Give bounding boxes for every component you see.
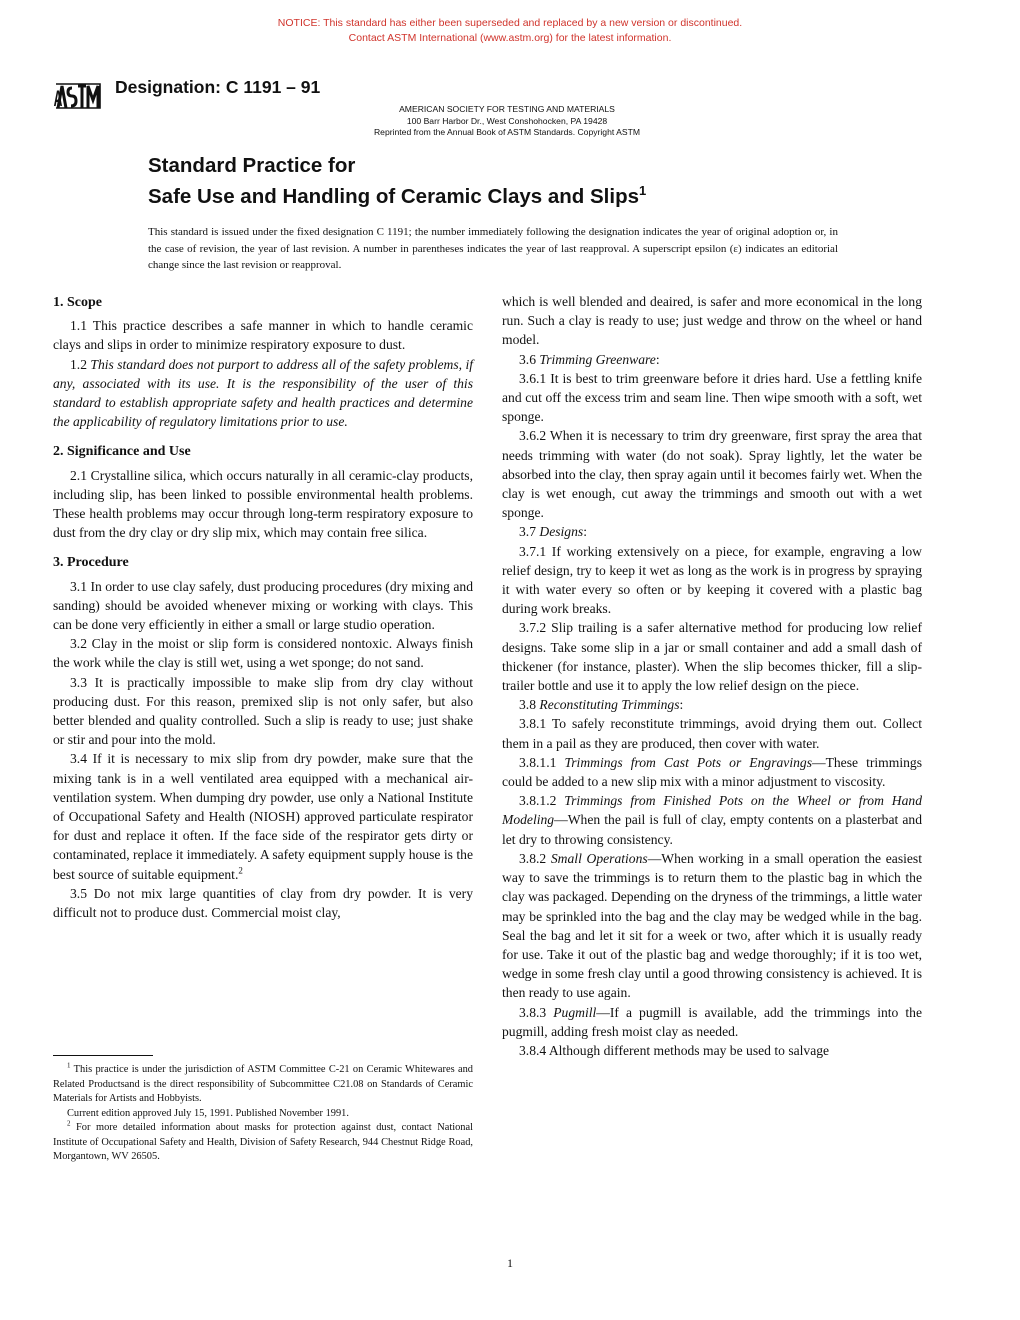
left-column: [53, 292, 473, 922]
para-3-8-1-2: [502, 791, 922, 849]
section-3-6-num: 3.6: [519, 351, 540, 367]
para-3-8-1-1-num: 3.8.1.1: [519, 754, 565, 770]
para-3-3: 3.3 It is practically impossible to make slip from dry clay without producing dust. For this reason, premixed slip is not only safer, but also better blended and quality controlled. Such a slip is ready to use; just shake or stir and pour into the mold.: [53, 674, 473, 748]
svg-text:A: A: [53, 86, 63, 111]
para-3-8-2-title: Small Operations: [550, 850, 648, 866]
para-3-8-1-1-text: —These trimmings could be added to a new slip mix with a minor adjustment to viscosity.: [502, 754, 922, 790]
para-1-2-text: This standard does not purport to address all of the safety problems, if any, associated with its use. It is the responsibility of the user of this standard to establish appropriate safety and health practices and determine the applicability of regulatory limitations prior to use.: [53, 356, 474, 430]
title-main: Safe Use and Handling of Ceramic Clays and Slips: [148, 184, 639, 208]
footnote-divider: [53, 1055, 153, 1056]
heading-significance: 2. Significance and Use: [53, 444, 191, 460]
footnote-2: [53, 1121, 473, 1165]
footnote-1-edition: Current edition approved July 15, 1991. Published November 1991.: [67, 1107, 349, 1119]
section-3-8-num: 3.8: [519, 697, 540, 713]
footnote-1: [53, 1063, 473, 1107]
para-1-1: 1.1 This practice describes a safe manner in which to handle ceramic clays and slips in order to minimize respiratory exposure to dust.: [53, 318, 473, 353]
section-3-7-colon: :: [583, 524, 587, 540]
para-3-8-1-2-title: Trimmings from Finished Pots on the Wheel or from Hand Modeling: [502, 793, 923, 828]
para-3-8-1-2-text: —When the pail is full of clay, empty contents on a plasterbat and let dry to throwing consistency.: [502, 812, 922, 847]
para-3-7-1: 3.7.1 If working extensively on a piece, for example, engraving a low relief design, try to keep it wet as long as the work is in progress by spraying it with water every so often or by keeping it covered with a plastic bag during work breaks.: [502, 543, 922, 617]
para-3-8-2-text: —When working in a small operation the easiest way to save the trimmings is to return them to the plastic bag in which the clay was packaged. Depending on the dryness of the trimmings, a little water may be sprinkled into the bag and the clay may be wedged while in the bag. Seal the bag and let it sit for a week or two, after which it is usually ready for use. Take it out of the plastic bag and wedge thoroughly; if it is too wet, wedge in some fresh clay until a good throwing consistency is achieved. It is then ready to use again.: [502, 850, 922, 1001]
section-3-8-colon: :: [679, 697, 684, 713]
supersession-notice: [0, 16, 1020, 46]
footnotes: [53, 1063, 473, 1165]
para-3-6-1: 3.6.1 It is best to trim greenware before it dries hard. Use a fettling knife and cut off the excess trim and seam line. Then wipe smooth with a soft, wet sponge.: [502, 370, 922, 425]
para-3-8-2-num: 3.8.2: [519, 850, 551, 866]
section-3-8-title: Reconstituting Trimmings: [539, 697, 680, 713]
designation: Designation: C 1191 – 91: [115, 77, 321, 97]
society-name: AMERICAN SOCIETY FOR TESTING AND MATERIALS: [399, 104, 615, 114]
para-1-2: [53, 355, 473, 432]
para-3-4-text: 3.4 If it is necessary to mix slip from dry powder, make sure that the mixing tank is in a well ventilated area equipped with a mechanical air-ventilation system. When dumping dry powder, use only a National Institute of Occupational Safety and Health (NIOSH) approved particulate respirator for dust and replace it often. If the face side of the respirator gets dirty or contaminated, replace it immediately. A safety equipment supply house is the best source of suitable equipment.: [53, 751, 473, 882]
para-2-1: 2.1 Crystalline silica, which occurs naturally in all ceramic-clay products, including slip, has been linked to possible environmental health problems. These health problems may occur through long-term respiratory exposure to dust from the dry clay or dry slip mix, which may contain free silica.: [53, 467, 473, 541]
footnote-2-text: For more detailed information about masks for protection against dust, contact National Institute of Occupational Safety and Health, Division of Safety Research, 944 Chestnut Ridge Road, Morgantown, WV 26505.: [53, 1122, 473, 1162]
footnote-1-text: This practice is under the jurisdiction of ASTM Committee C-21 on Ceramic Whitewares and Related Productsand is the direct responsibility of Subcommittee C21.08 on Standards of Ceramic Materials for Artists and Hobbyists.: [53, 1064, 473, 1104]
issued-note: This standard is issued under the fixed designation C 1191; the number immediately following the designation indicates the year of original adoption or, in the case of revision, the year of last revision. A number in parentheses indicates the year of last reapproval. A superscript epsilon (ε) indicates an editorial change since the last revision or reapproval.: [148, 226, 838, 271]
section-3-7-num: 3.7: [519, 524, 540, 540]
para-3-8-3-num: 3.8.3: [519, 1004, 554, 1020]
para-1-2-num: 1.2: [70, 356, 91, 372]
title-footnote-mark: 1: [639, 183, 647, 198]
para-3-1: 3.1 In order to use clay safely, dust producing procedures (dry mixing and sanding) should be avoided whenever mixing or working with clays. This can be done very efficiently in either a small or large studio operation.: [53, 578, 473, 633]
para-3-8-2: [502, 849, 922, 1003]
para-3-5-cont: which is well blended and deaired, is safer and more economical in the long run. Such a clay is ready to use; just wedge and throw on the wheel or hand model.: [502, 294, 922, 348]
para-3-8-1-2-num: 3.8.1.2: [519, 793, 565, 809]
footnote-1-mark: 1: [67, 1061, 71, 1070]
notice-line-1: NOTICE: This standard has either been superseded and replaced by a new version or discontinued.: [277, 17, 743, 29]
society-address: 100 Barr Harbor Dr., West Conshohocken, PA 19428: [406, 115, 608, 126]
para-3-7-2: 3.7.2 Slip trailing is a safer alternative method for producing low relief designs. Take some slip in a jar or small container and add a small dash of thickener (for instance, plaster). When the slip becomes thicker, fill a slip-trailer bottle and use it to apply the low relief design on the piece.: [502, 620, 922, 694]
para-3-8-3-title: Pugmill: [553, 1004, 597, 1020]
heading-scope: 1. Scope: [53, 295, 102, 310]
heading-procedure: 3. Procedure: [53, 555, 129, 571]
para-3-8-1: 3.8.1 To safely reconstitute trimmings, avoid drying them out. Collect them in a pail as they are produced, then cover with water.: [502, 716, 922, 751]
footnote-2-mark: 2: [67, 1119, 71, 1128]
para-3-8-1-1-title: Trimmings from Cast Pots or Engravings: [564, 754, 812, 770]
para-3-8-3-text: —If a pugmill is available, add the trimmings into the pugmill, adding fresh moist clay as needed.: [502, 1004, 922, 1039]
para-3-5-start: 3.5 Do not mix large quantities of clay from dry powder. It is very difficult not to produce dust. Commercial moist clay,: [53, 885, 473, 921]
document-title: [148, 153, 646, 209]
section-3-6-colon: :: [655, 351, 660, 367]
para-3-8-1-1: [502, 753, 922, 791]
society-block: [330, 104, 684, 139]
right-column: [502, 292, 922, 1060]
para-3-6-2: 3.6.2 When it is necessary to trim dry greenware, first spray the area that needs trimming with water (do not soak). Spray lightly, let the water be absorbed into the clay, then spray again until it becomes fairly wet. When the clay is wet enough, cut away the trimmings and smooth out with a wet sponge.: [502, 428, 922, 521]
para-3-8-4: 3.8.4 Although different methods may be used to salvage: [519, 1042, 830, 1058]
title-line-1: Standard Practice for: [148, 154, 356, 177]
section-3-6-title: Trimming Greenware: [539, 351, 656, 367]
para-3-8-3: [502, 1003, 922, 1041]
para-3-2: 3.2 Clay in the moist or slip form is considered nontoxic. Always finish the work while the clay is still wet, using a wet sponge; do not sand.: [53, 636, 473, 671]
para-3-4: [53, 749, 473, 883]
section-3-7-title: Designs: [539, 524, 584, 540]
reprint-note: Reprinted from the Annual Book of ASTM Standards. Copyright ASTM: [373, 127, 641, 137]
section-3-8: [502, 695, 922, 714]
title-line-2: [148, 178, 646, 209]
notice-line-2: Contact ASTM International (www.astm.org) for the latest information.: [348, 32, 672, 44]
astm-logo-icon: [52, 76, 104, 116]
footnote-ref-2: 2: [238, 865, 243, 876]
section-3-7: [502, 522, 922, 541]
page-number: 1: [507, 1256, 513, 1270]
section-3-6: [502, 350, 922, 369]
